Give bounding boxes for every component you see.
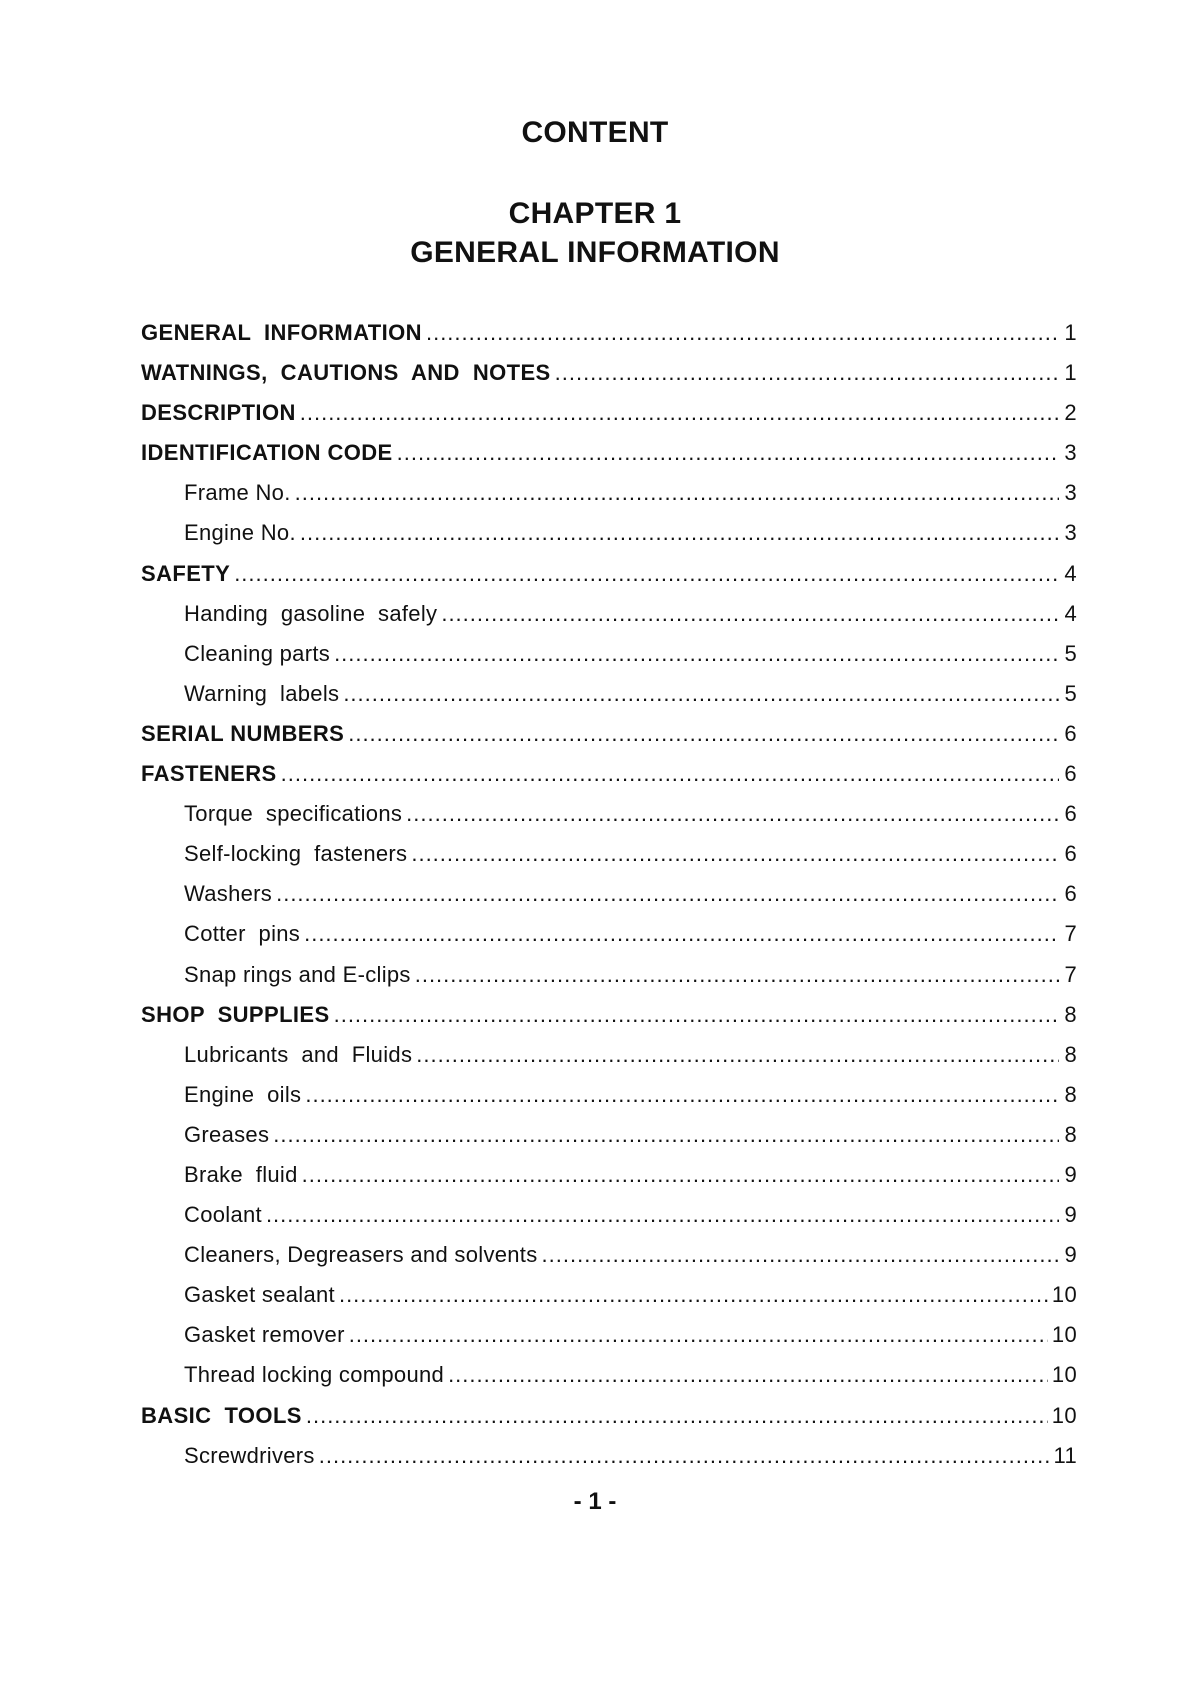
toc-leader-dots xyxy=(300,400,1059,426)
toc-entry-page: 6 xyxy=(1064,881,1077,907)
toc-leader-dots xyxy=(306,1403,1048,1429)
toc-leader-dots xyxy=(349,1322,1048,1348)
toc-entry-page: 6 xyxy=(1064,801,1077,827)
toc-leader-dots xyxy=(416,1042,1059,1068)
toc-entry-label: SAFETY xyxy=(141,560,231,586)
toc-entry-label: Cleaning parts xyxy=(184,640,331,666)
toc-leader-dots xyxy=(334,1002,1059,1028)
toc-leader-dots xyxy=(415,962,1059,988)
toc-entry-label: Gasket sealant xyxy=(184,1282,335,1308)
toc-leader-dots xyxy=(305,1082,1059,1108)
toc-entry xyxy=(141,841,1077,881)
toc-entry xyxy=(141,641,1077,681)
toc-entry-label: Warning labels xyxy=(184,680,340,706)
toc-leader-dots xyxy=(448,1362,1048,1388)
toc-entry-label: DESCRIPTION xyxy=(141,400,296,426)
toc-leader-dots xyxy=(281,761,1059,787)
toc-entry-label: SERIAL NUMBERS xyxy=(141,720,345,746)
toc-entry xyxy=(141,1282,1077,1322)
toc-entry-label: Engine oils xyxy=(184,1081,302,1107)
toc-entry-page: 10 xyxy=(1051,1322,1077,1348)
toc-entry xyxy=(141,1002,1077,1042)
toc-entry xyxy=(141,360,1077,400)
toc-leader-dots xyxy=(334,641,1059,667)
page-number: - 1 - xyxy=(573,1488,617,1515)
toc-entry-label: BASIC TOOLS xyxy=(141,1402,302,1428)
toc-entry-label: Brake fluid xyxy=(184,1161,298,1187)
toc-entry-page: 1 xyxy=(1064,320,1077,345)
toc-leader-dots xyxy=(234,561,1059,587)
toc-entry-page: 8 xyxy=(1064,1041,1077,1067)
toc-entry-label: GENERAL INFORMATION xyxy=(141,320,422,345)
toc-entry xyxy=(141,921,1077,961)
toc-entry xyxy=(141,721,1077,761)
toc-leader-dots xyxy=(302,1162,1059,1188)
toc-entry-label: SHOP SUPPLIES xyxy=(141,1001,330,1027)
toc-entry xyxy=(141,881,1077,921)
toc-entry-page: 3 xyxy=(1064,520,1077,546)
toc-entry-page: 4 xyxy=(1064,560,1077,586)
toc-entry xyxy=(141,801,1077,841)
toc-entry xyxy=(141,1202,1077,1242)
toc-leader-dots xyxy=(319,1443,1050,1469)
toc-entry-page: 3 xyxy=(1064,480,1077,506)
toc-entry-page: 10 xyxy=(1051,1402,1077,1428)
toc-leader-dots xyxy=(441,601,1059,627)
table-of-contents xyxy=(141,320,1077,1483)
toc-entry-label: Coolant xyxy=(184,1202,262,1228)
toc-leader-dots xyxy=(555,360,1059,386)
toc-entry-page: 6 xyxy=(1064,841,1077,867)
toc-entry-label: Lubricants and Fluids xyxy=(184,1041,413,1067)
toc-leader-dots xyxy=(397,440,1059,466)
chapter-title: GENERAL INFORMATION xyxy=(410,236,780,269)
toc-entry-page: 3 xyxy=(1064,440,1077,466)
chapter-number: CHAPTER 1 xyxy=(508,197,682,230)
toc-leader-dots xyxy=(343,681,1059,707)
toc-entry xyxy=(141,561,1077,601)
toc-entry-label: FASTENERS xyxy=(141,761,277,787)
toc-entry xyxy=(141,1403,1077,1443)
toc-entry xyxy=(141,1042,1077,1082)
toc-entry xyxy=(141,1362,1077,1402)
toc-entry xyxy=(141,320,1077,360)
toc-entry-label: WATNINGS, CAUTIONS AND NOTES xyxy=(141,360,551,386)
toc-leader-dots xyxy=(266,1202,1059,1228)
toc-entry-page: 10 xyxy=(1051,1362,1077,1388)
toc-leader-dots xyxy=(304,921,1059,947)
toc-entry xyxy=(141,681,1077,721)
toc-entry xyxy=(141,1322,1077,1362)
toc-entry-page: 8 xyxy=(1064,1081,1077,1107)
toc-leader-dots xyxy=(276,881,1059,907)
toc-entry-label: Gasket remover xyxy=(184,1322,345,1348)
toc-entry xyxy=(141,480,1077,520)
toc-entry xyxy=(141,440,1077,480)
toc-entry xyxy=(141,601,1077,641)
toc-leader-dots xyxy=(411,841,1059,867)
toc-entry-page: 6 xyxy=(1064,720,1077,746)
toc-entry xyxy=(141,520,1077,560)
page-title: CONTENT xyxy=(521,116,669,149)
toc-entry-page: 9 xyxy=(1064,1202,1077,1228)
toc-entry-page: 8 xyxy=(1064,1001,1077,1027)
toc-leader-dots xyxy=(295,480,1059,506)
toc-entry-page: 4 xyxy=(1064,600,1077,626)
toc-entry xyxy=(141,400,1077,440)
toc-entry-page: 10 xyxy=(1051,1282,1077,1308)
toc-leader-dots xyxy=(348,721,1059,747)
toc-entry-label: Thread locking compound xyxy=(184,1362,445,1388)
toc-entry xyxy=(141,1443,1077,1483)
toc-entry xyxy=(141,761,1077,801)
toc-entry xyxy=(141,1162,1077,1202)
toc-entry-page: 1 xyxy=(1064,360,1077,386)
toc-entry-label: Screwdrivers xyxy=(184,1442,315,1468)
toc-entry-page: 7 xyxy=(1064,961,1077,987)
toc-entry-page: 11 xyxy=(1053,1442,1077,1468)
toc-entry-label: Torque specifications xyxy=(184,801,403,827)
toc-leader-dots xyxy=(426,320,1059,346)
toc-entry-page: 6 xyxy=(1064,761,1077,787)
toc-entry xyxy=(141,1242,1077,1282)
toc-entry-page: 7 xyxy=(1064,921,1077,947)
toc-entry-label: Self-locking fasteners xyxy=(184,841,408,867)
toc-entry-label: Engine No. xyxy=(184,520,296,546)
toc-entry-label: Cleaners, Degreasers and solvents xyxy=(184,1242,538,1268)
toc-entry xyxy=(141,962,1077,1002)
toc-entry-label: Frame No. xyxy=(184,480,291,506)
toc-entry-label: Handing gasoline safely xyxy=(184,600,438,626)
toc-entry-label: Washers xyxy=(184,881,273,907)
toc-entry xyxy=(141,1082,1077,1122)
toc-leader-dots xyxy=(300,520,1059,546)
toc-entry xyxy=(141,1122,1077,1162)
toc-leader-dots xyxy=(542,1242,1059,1268)
toc-entry-label: Cotter pins xyxy=(184,921,301,947)
toc-entry-label: Snap rings and E-clips xyxy=(184,961,411,987)
toc-entry-page: 5 xyxy=(1064,680,1077,706)
toc-entry-page: 9 xyxy=(1064,1242,1077,1268)
toc-entry-label: IDENTIFICATION CODE xyxy=(141,440,393,466)
toc-leader-dots xyxy=(339,1282,1048,1308)
toc-entry-label: Greases xyxy=(184,1121,270,1147)
toc-entry-page: 5 xyxy=(1064,640,1077,666)
toc-leader-dots xyxy=(273,1122,1059,1148)
toc-entry-page: 8 xyxy=(1064,1121,1077,1147)
toc-leader-dots xyxy=(406,801,1059,827)
toc-entry-page: 2 xyxy=(1064,400,1077,426)
toc-entry-page: 9 xyxy=(1064,1161,1077,1187)
